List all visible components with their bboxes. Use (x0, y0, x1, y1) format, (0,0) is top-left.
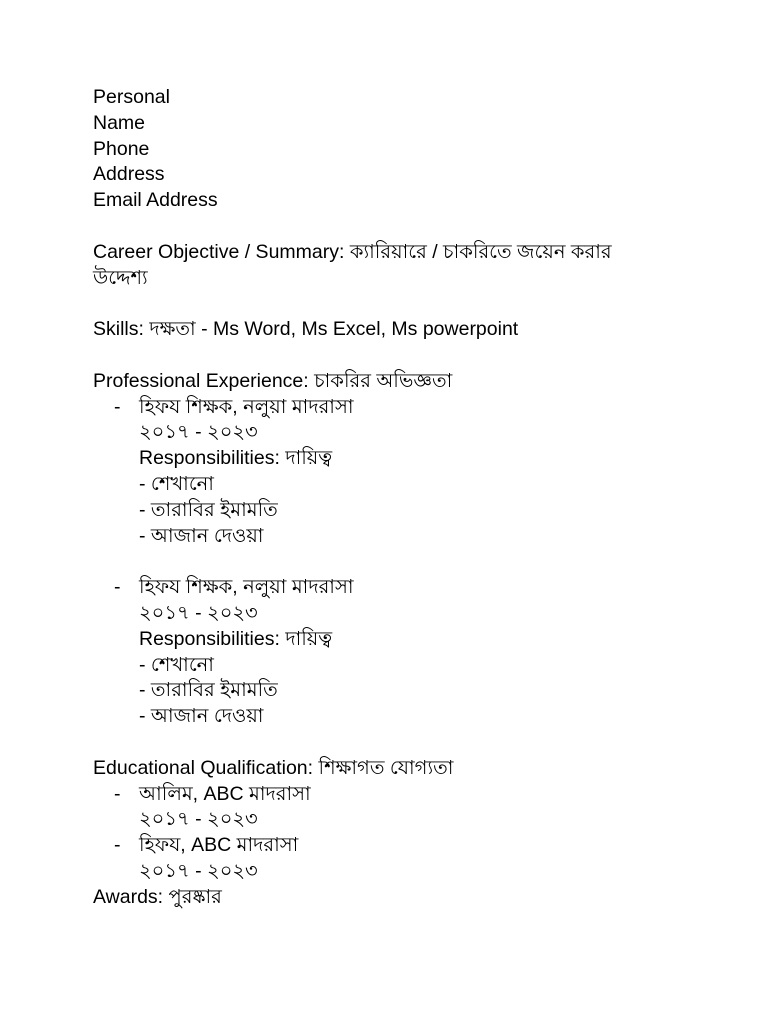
experience-heading (93, 369, 693, 395)
experience-entry (93, 395, 693, 550)
personal-section (93, 85, 693, 214)
degree-years: ২০১৭ - ২০২৩ (139, 859, 258, 882)
personal-heading: Personal (93, 86, 170, 108)
career-label: Career Objective / Summary: (93, 240, 345, 263)
email-field: Email Address (93, 189, 218, 212)
bullet-dash: - (114, 576, 121, 599)
awards (93, 885, 693, 911)
skills-text: দক্ষতা - Ms Word, Ms Excel, Ms powerpoint (149, 318, 519, 341)
degree-title: আলিম, ABC মাদরাসা (139, 782, 311, 805)
resume-document (93, 85, 693, 911)
duty-item: - শেখানো (139, 653, 214, 676)
duty-item: - আজান দেওয়া (139, 705, 264, 728)
job-title: হিফয শিক্ষক, নলুয়া মাদরাসা (139, 395, 354, 418)
responsibilities-label: Responsibilities: (139, 627, 280, 650)
education-text: শিক্ষাগত যোগ্যতা (318, 756, 454, 779)
experience-section (93, 369, 693, 730)
experience-label: Professional Experience: (93, 369, 309, 392)
spacer (93, 214, 693, 240)
spacer (93, 343, 693, 369)
education-entry (93, 833, 693, 885)
education-heading (93, 756, 693, 782)
duty-item: - শেখানো (139, 472, 214, 495)
job-title: হিফয শিক্ষক, নলুয়া মাদরাসা (139, 576, 354, 599)
bullet-dash: - (114, 782, 121, 805)
name-field: Name (93, 111, 146, 134)
career-objective (93, 240, 653, 292)
bullet-dash: - (114, 395, 121, 418)
career-text: ক্যারিয়ারে / চাকরিতে জয়েন করার উদ্দেশ্য (93, 240, 612, 289)
awards-label: Awards: (93, 885, 164, 908)
phone-field: Phone (93, 137, 150, 160)
duty-item: - আজান দেওয়া (139, 524, 264, 547)
responsibilities (139, 627, 693, 653)
address-field: Address (93, 163, 165, 186)
degree-title: হিফয, ABC মাদরাসা (139, 834, 299, 857)
awards-text: পুরষ্কার (168, 885, 222, 908)
education-label: Educational Qualification: (93, 756, 314, 779)
responsibilities-text: দায়িত্ব (285, 447, 333, 470)
bullet-dash: - (114, 834, 121, 857)
spacer (93, 549, 693, 575)
responsibilities-label: Responsibilities: (139, 447, 280, 470)
responsibilities-text: দায়িত্ব (285, 627, 333, 650)
skills (93, 317, 693, 343)
job-years: ২০১৭ - ২০২৩ (139, 601, 258, 624)
spacer (93, 730, 693, 756)
spacer (93, 291, 693, 317)
responsibilities (139, 446, 693, 472)
skills-label: Skills: (93, 318, 144, 341)
degree-years: ২০১৭ - ২০২৩ (139, 808, 258, 831)
job-years: ২০১৭ - ২০২৩ (139, 421, 258, 444)
duty-item: - তারাবির ইমামতি (139, 679, 278, 702)
education-entry (93, 782, 693, 834)
duty-item: - তারাবির ইমামতি (139, 498, 278, 521)
education-section (93, 756, 693, 885)
experience-text: চাকরির অভিজ্ঞতা (314, 369, 453, 392)
experience-entry (93, 575, 693, 730)
